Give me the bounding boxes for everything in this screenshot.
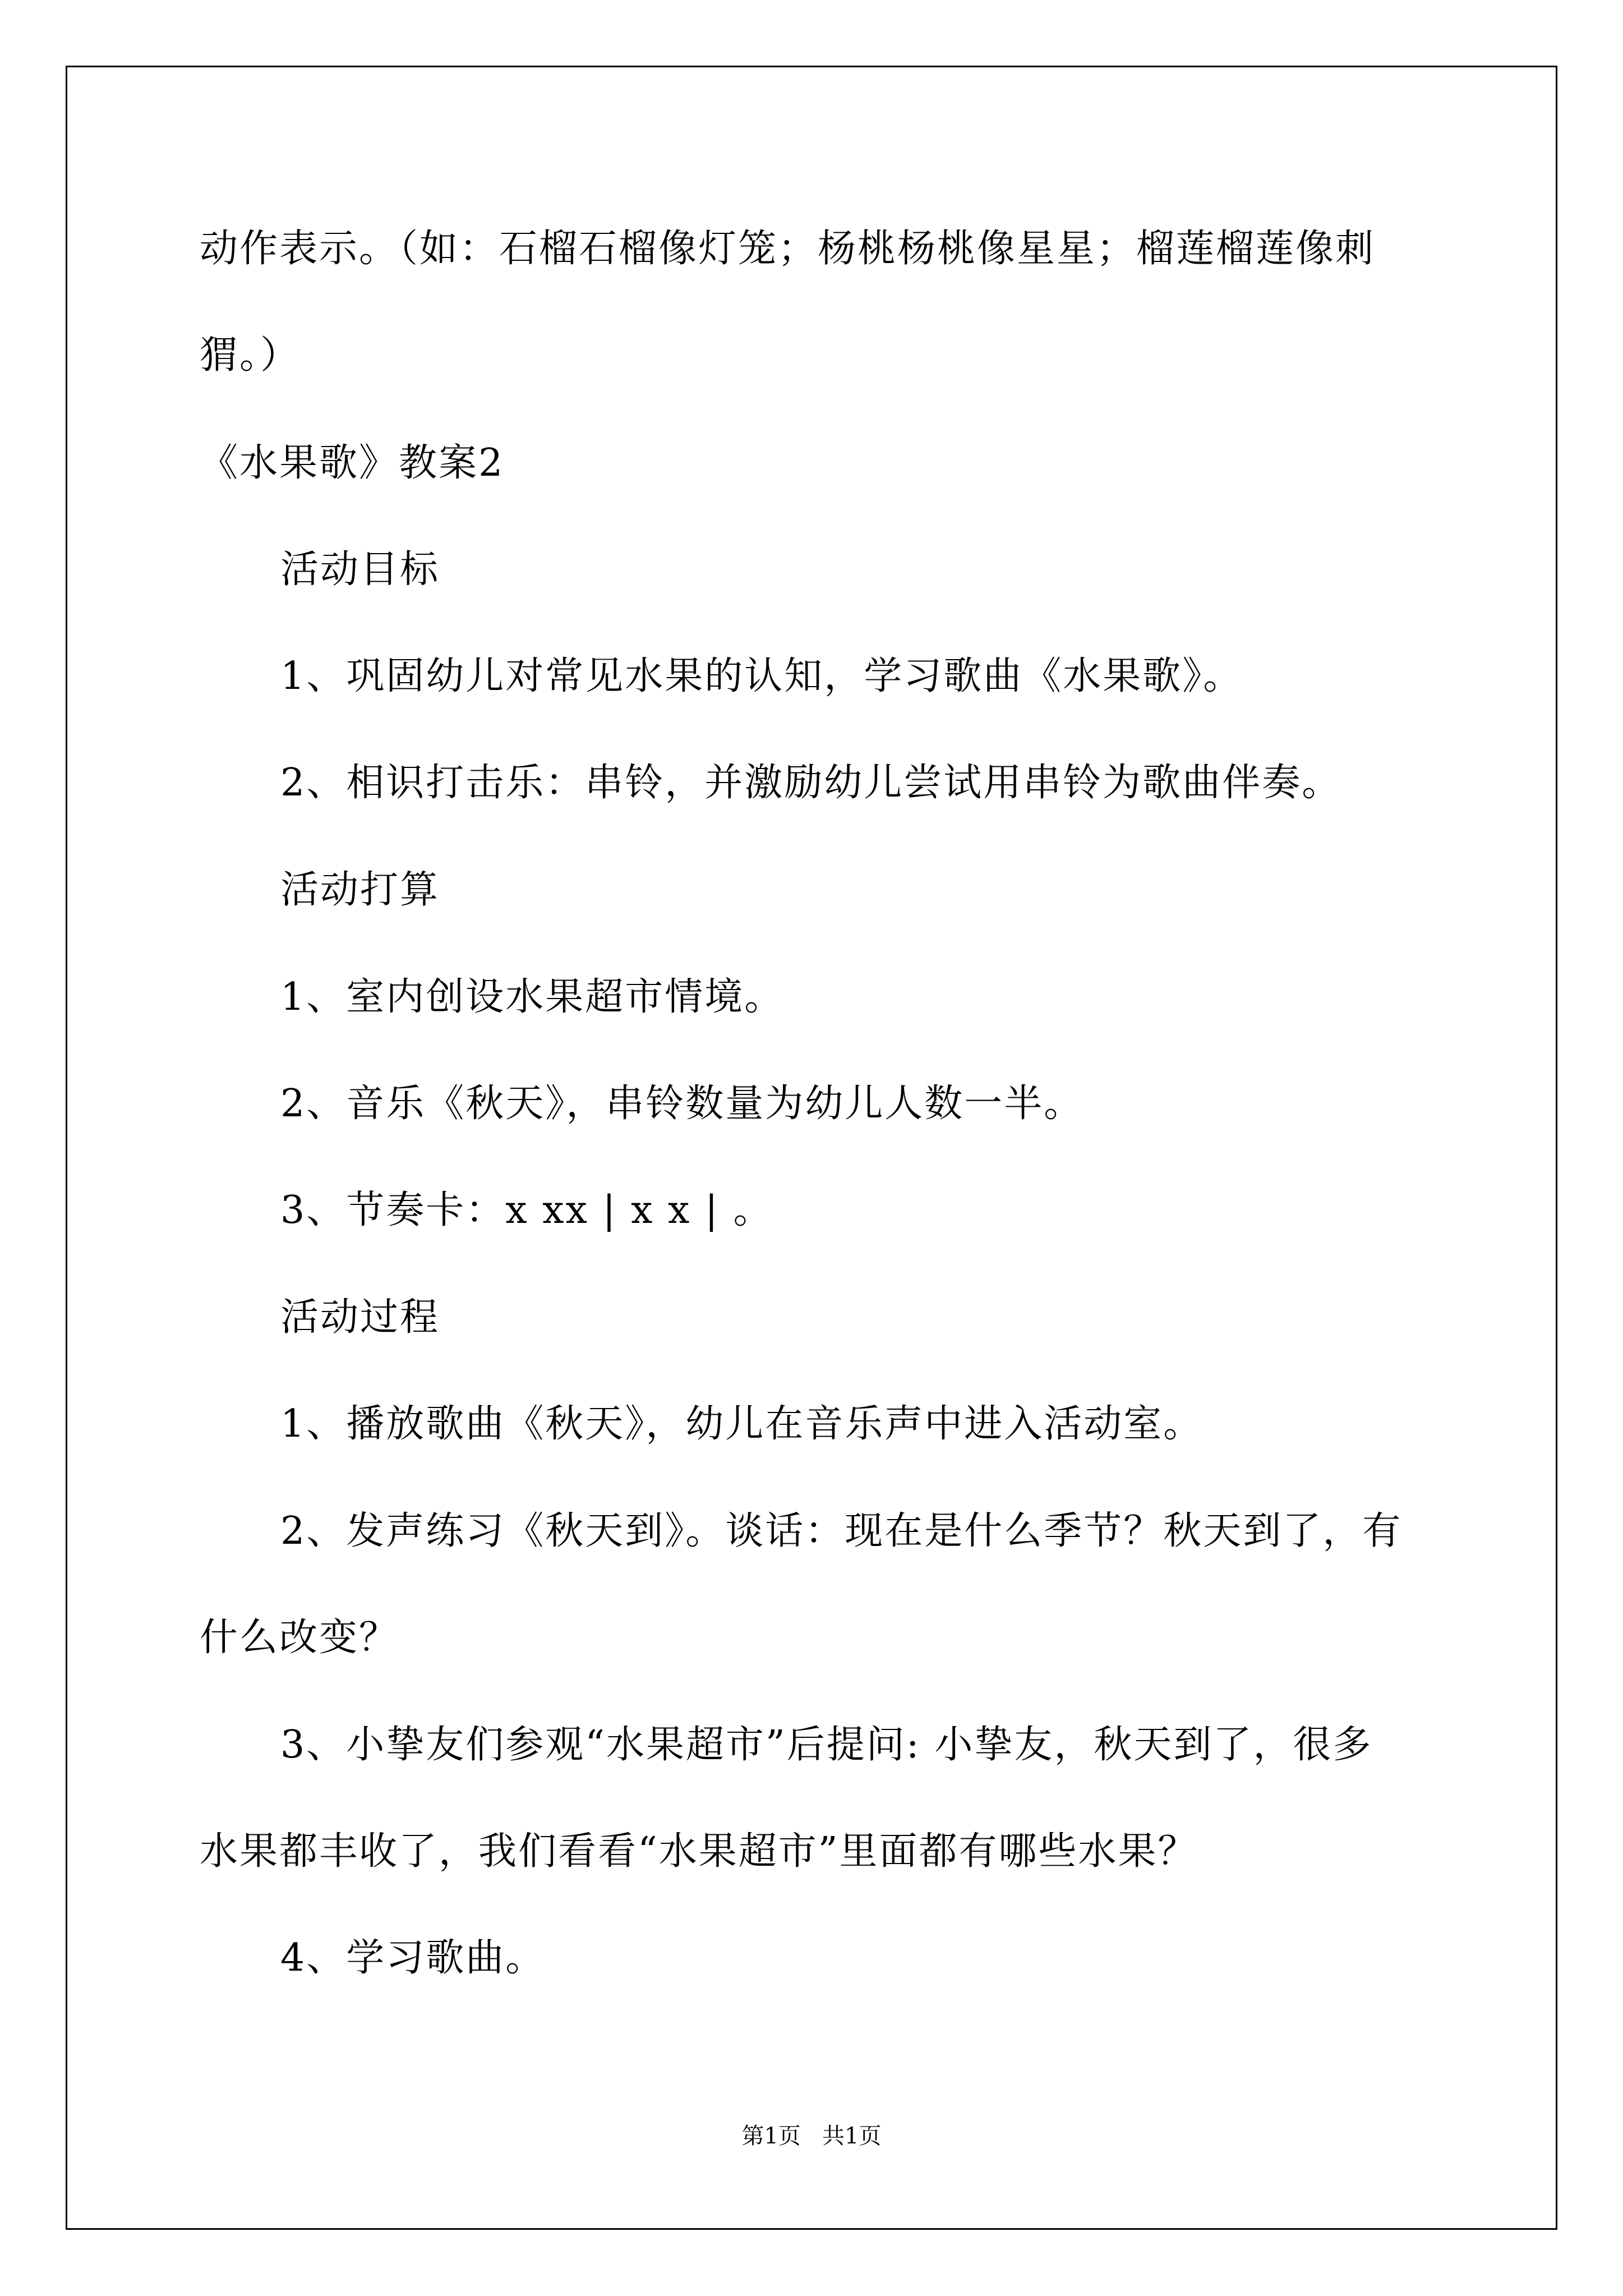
text-line-16: 水果都丰收了，我们看看“水果超市”里面都有哪些水果？ — [200, 1829, 1198, 1874]
heading-activity-preparation: 活动打算 — [280, 868, 440, 912]
text-line-15: 3、小挚友们参观“水果超市”后提问: 小挚友，秋天到了，很多 — [280, 1723, 1373, 1767]
page-footer: 第1页 共1页 — [741, 2123, 882, 2149]
section-title: 《水果歌》教案2 — [200, 441, 505, 485]
text-line-2: 猬。） — [200, 333, 301, 378]
text-line-5: 1、巩固幼儿对常见水果的认知，学习歌曲《水果歌》。 — [280, 654, 1243, 698]
text-line-10: 3、节奏卡：x xx | x x | 。 — [280, 1188, 773, 1232]
text-line-6: 2、相识打击乐：串铃，并激励幼儿尝试用串铃为歌曲伴奏。 — [280, 761, 1342, 805]
text-line-17: 4、学习歌曲。 — [280, 1936, 546, 1980]
text-line-12: 1、播放歌曲《秋天》，幼儿在音乐声中进入活动室。 — [280, 1402, 1204, 1446]
page-border — [66, 66, 1557, 2230]
text-line-1: 动作表示。（如：石榴石榴像灯笼；杨桃杨桃像星星；榴莲榴莲像刺 — [200, 227, 1376, 271]
heading-activity-goals: 活动目标 — [280, 547, 440, 592]
heading-activity-process: 活动过程 — [280, 1295, 440, 1340]
text-line-14: 什么改变？ — [200, 1616, 399, 1660]
text-line-13: 2、发声练习《秋天到》。谈话：现在是什么季节？秋天到了，有 — [280, 1509, 1403, 1553]
text-line-8: 1、室内创设水果超市情境。 — [280, 975, 785, 1019]
text-line-9: 2、音乐《秋天》，串铃数量为幼儿人数一半。 — [280, 1082, 1084, 1126]
